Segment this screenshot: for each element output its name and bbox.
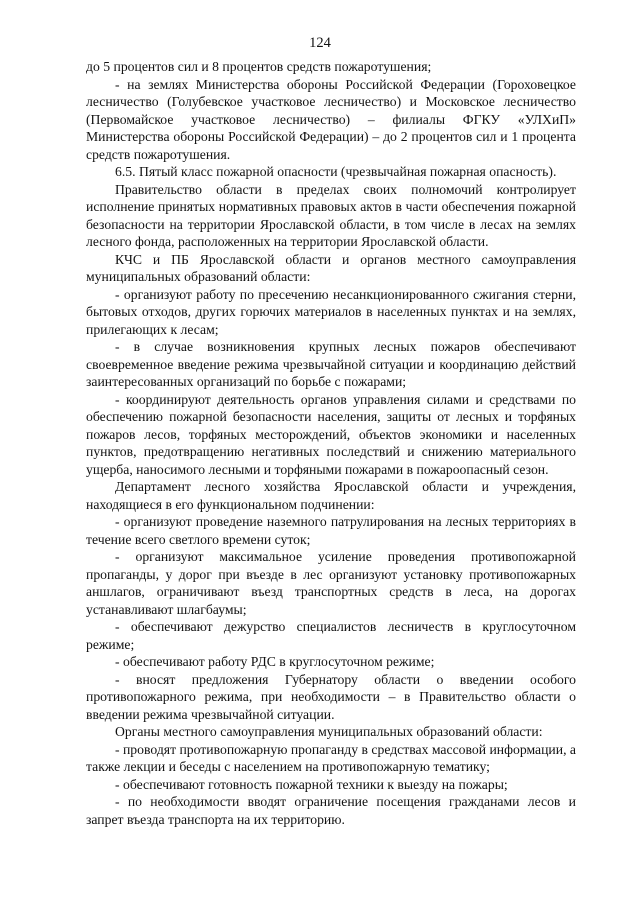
paragraph: - организуют работу по пресечению несанкционированного сжигания стерни, бытовых отходов, других горючих материалов в населенных пунктах и на землях, прилегающих к лесам;	[86, 286, 576, 337]
paragraph: - вносят предложения Губернатору области о введении особого противопожарного режима, при необходимости – в Правительство области о введении режима чрезвычайной ситуации.	[86, 671, 576, 722]
paragraph: - в случае возникновения крупных лесных пожаров обеспечивают своевременное введение режима чрезвычайной ситуации и координацию действий заинтересованных организаций по борьбе с пожарами;	[86, 339, 576, 389]
paragraph: Департамент лесного хозяйства Ярославской области и учреждения, находящиеся в его функциональном подчинении:	[86, 479, 576, 512]
paragraph: КЧС и ПБ Ярославской области и органов местного самоуправления муниципальных образований области:	[86, 251, 576, 284]
paragraph: - организуют максимальное усиление проведения противопожарной пропаганды, у дорог при въезде в лес организуют установку противопожарных аншлагов, ограничивают въезд транспортных средств в леса, на дорогах устанавливают шлагбаумы;	[86, 549, 576, 617]
paragraph: - по необходимости вводят ограничение посещения гражданами лесов и запрет въезда транспорта на их территорию.	[86, 794, 576, 827]
paragraph: до 5 процентов сил и 8 процентов средств пожаротушения;	[86, 59, 432, 74]
paragraph: - на землях Министерства обороны Российской Федерации (Гороховецкое лесничество (Голубевское участковое лесничество) и Московское лесничество (Первомайское участковое лесничество) – филиалы ФГКУ «УЛХиП» Министерства обороны Российской Федерации) – до 2 процентов сил и 1 процента средств пожаротушения.	[86, 76, 576, 162]
paragraph: - обеспечивают работу РДС в круглосуточном режиме;	[115, 654, 435, 669]
paragraph: Правительство области в пределах своих полномочий контролирует исполнение принятых нормативных правовых актов в части обеспечения пожарной безопасности на территории Ярославской области, в том числе в лесах на землях лесного фонда, расположенных на территории Ярославской области.	[86, 181, 576, 249]
paragraph: - координируют деятельность органов управления силами и средствами по обеспечению пожарной безопасности населения, защиты от лесных и торфяных пожаров лесов, торфяных месторождений, объектов экономики и населенных пунктов, предотвращению негативных последствий и снижению материального ущерба, наносимого лесными и торфяными пожарами в пожароопасный сезон.	[86, 391, 576, 477]
paragraph: - обеспечивают дежурство специалистов лесничеств в круглосуточном режиме;	[86, 619, 576, 652]
paragraph: 6.5. Пятый класс пожарной опасности (чрезвычайная пожарная опасность).	[115, 164, 557, 179]
page-number: 124	[309, 35, 331, 51]
paragraph: - организуют проведение наземного патрулирования на лесных территориях в течение всего светлого времени суток;	[86, 514, 576, 547]
document-body	[86, 58, 576, 828]
paragraph: - проводят противопожарную пропаганду в средствах массовой информации, а также лекции и беседы с населением на противопожарную тематику;	[86, 741, 576, 774]
paragraph: Органы местного самоуправления муниципальных образований области:	[115, 724, 543, 739]
paragraph: - обеспечивают готовность пожарной техники к выезду на пожары;	[115, 776, 508, 792]
